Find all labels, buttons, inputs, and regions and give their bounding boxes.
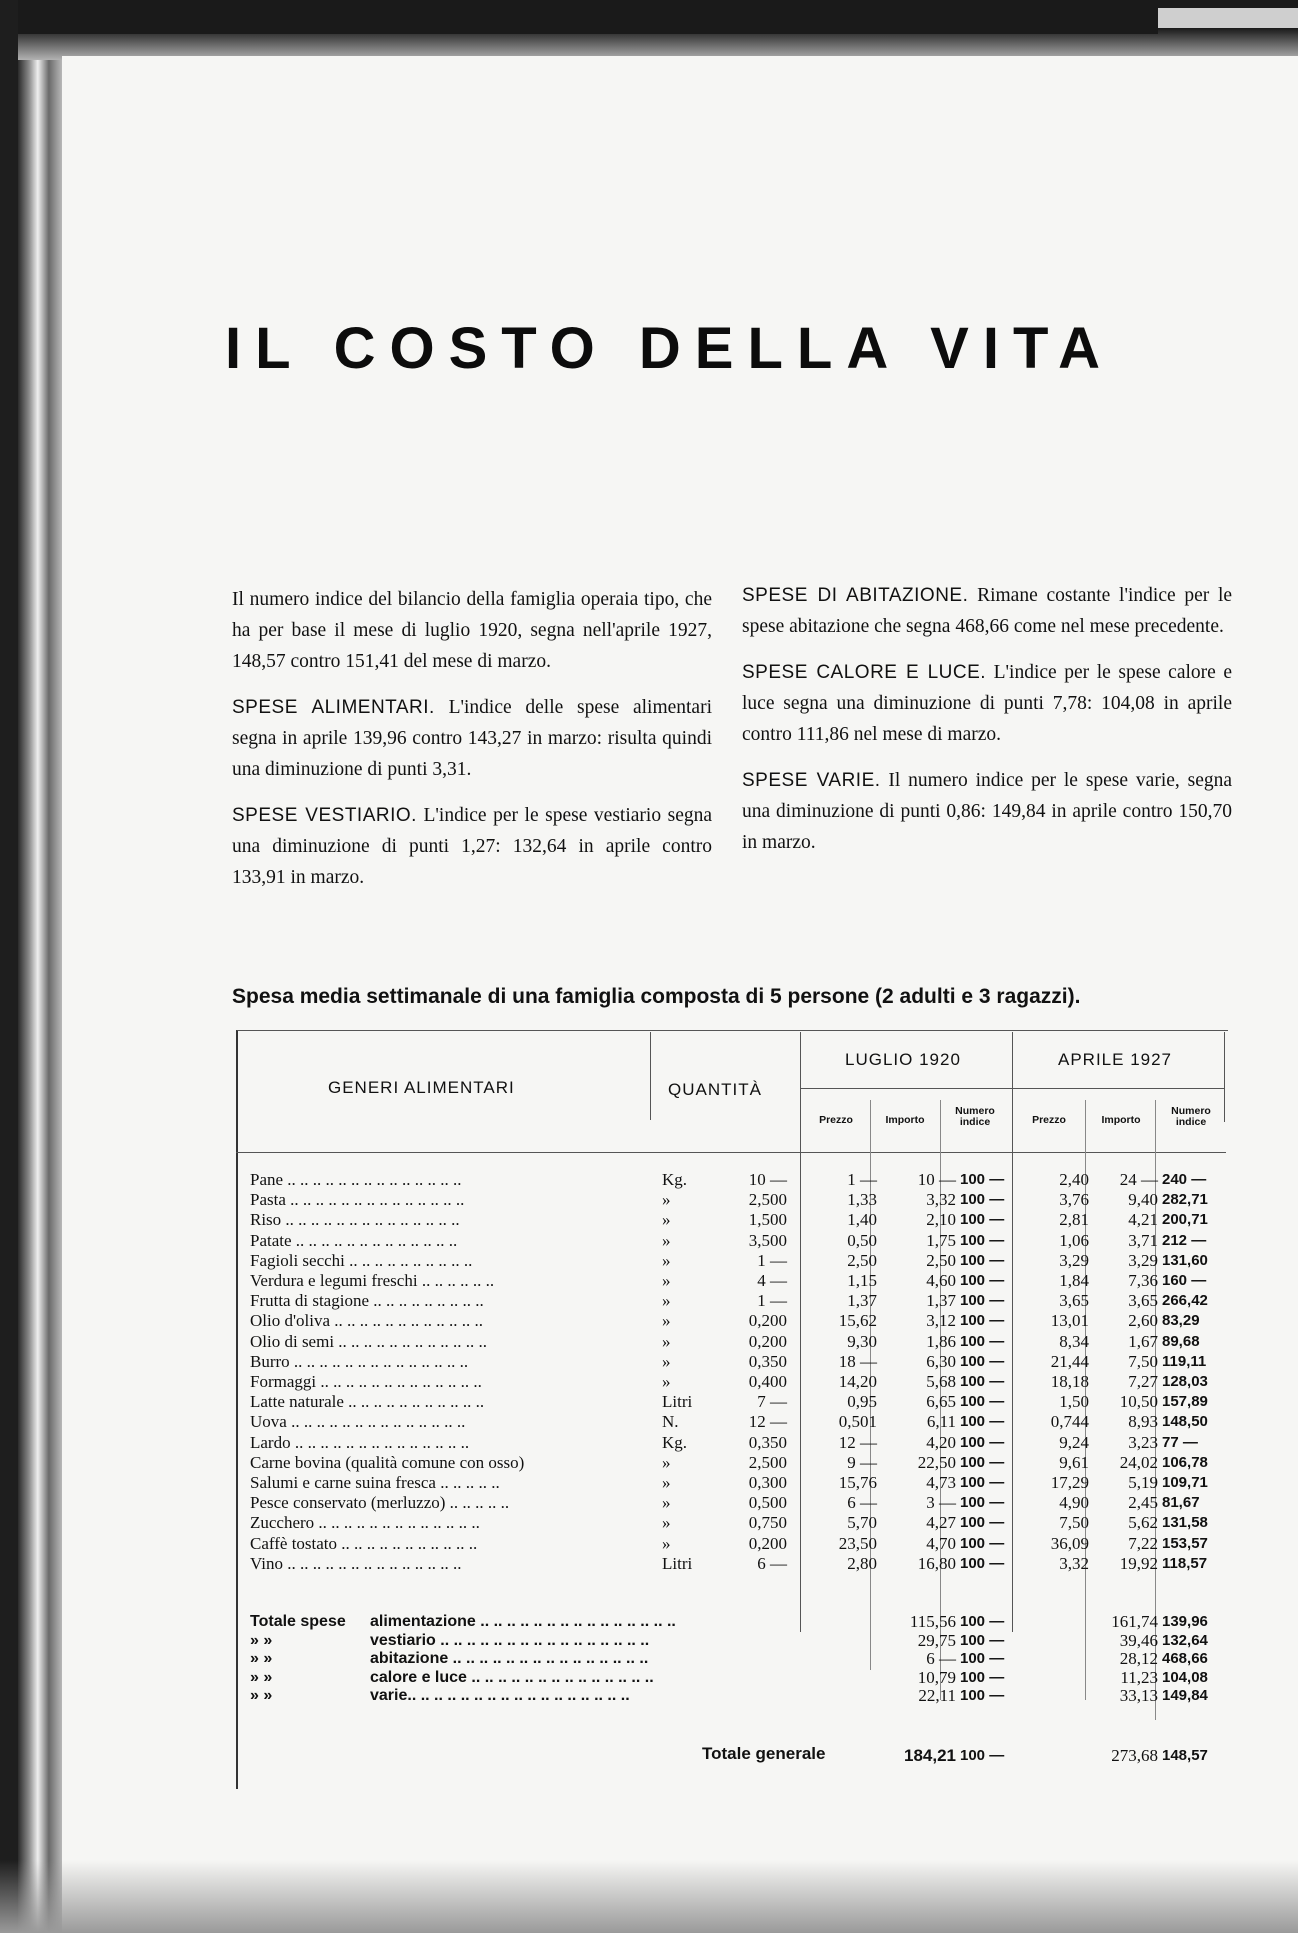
price-1920: 15,76 — [838, 1473, 877, 1492]
price-1920: 1,15 — [847, 1271, 877, 1290]
totals-prefix: » » — [250, 1650, 273, 1667]
item-unit: » — [662, 1331, 671, 1351]
index-1920: 100 — — [960, 1292, 1005, 1310]
amount-1920: 2,10 — [926, 1210, 956, 1230]
item-unit: » — [662, 1351, 671, 1371]
header-prezzo: Prezzo — [819, 1114, 853, 1126]
price-1927: 2,81 — [1059, 1210, 1089, 1230]
item-name: Salumi e carne suina fresca .. .. .. .. .. — [250, 1473, 500, 1492]
totals-label: abitazione .. .. .. .. .. .. .. .. .. .. .. .. .. .. .. — [370, 1650, 649, 1667]
item-name: Lardo .. .. .. .. .. .. .. .. .. .. .. .. .. .. — [250, 1432, 470, 1452]
header-aprile: APRILE 1927 — [1058, 1050, 1173, 1069]
price-1920: 14,20 — [838, 1372, 877, 1391]
amount-1927: 5,19 — [1128, 1473, 1158, 1492]
header-quantita: QUANTITÀ — [668, 1080, 762, 1099]
amount-1920: 4,20 — [926, 1432, 956, 1452]
amount-1920: 4,70 — [926, 1533, 956, 1553]
item-name: Vino .. .. .. .. .. .. .. .. .. .. .. .. .. .. — [250, 1553, 462, 1573]
item-unit: N. — [662, 1412, 679, 1432]
item-unit: » — [662, 1271, 671, 1290]
index-1927: 83,29 — [1162, 1312, 1200, 1330]
column-rule — [650, 1032, 651, 1120]
amount-1920: 3,32 — [926, 1190, 956, 1210]
price-1927: 3,32 — [1059, 1553, 1089, 1573]
totals-index-1927: 104,08 — [1162, 1668, 1208, 1686]
price-1920: 0,95 — [847, 1392, 877, 1412]
index-1920: 100 — — [960, 1494, 1005, 1512]
totals-label: calore e luce .. .. .. .. .. .. .. .. .. .. .. .. .. .. — [370, 1668, 654, 1686]
index-1920: 100 — — [960, 1312, 1005, 1330]
grand-total-importo-1920: 184,21 — [904, 1746, 956, 1765]
section-paragraph — [232, 692, 712, 785]
section-heading: SPESE VESTIARIO. — [232, 805, 417, 826]
price-1920: 18 — — [838, 1351, 877, 1371]
index-1920: 100 — — [960, 1433, 1005, 1451]
amount-1920: 4,73 — [926, 1473, 956, 1492]
amount-1927: 7,36 — [1128, 1271, 1158, 1290]
amount-1927: 19,92 — [1119, 1553, 1158, 1573]
price-1920: 9,30 — [847, 1331, 877, 1351]
item-name: Zucchero .. .. .. .. .. .. .. .. .. .. .. .. .. — [250, 1513, 480, 1533]
price-1927: 1,84 — [1059, 1271, 1089, 1290]
totals-amount-1920: 10,79 — [917, 1667, 956, 1687]
price-1927: 8,34 — [1059, 1331, 1089, 1351]
price-1920: 9 — — [847, 1452, 877, 1472]
amount-1920: 3,12 — [926, 1311, 956, 1331]
index-1920: 100 — — [960, 1453, 1005, 1471]
item-quantity: 0,200 — [748, 1331, 787, 1351]
section-heading: SPESE ALIMENTARI. — [232, 697, 435, 718]
totals-amount-1920: 115,56 — [909, 1612, 956, 1631]
totals-label: vestiario .. .. .. .. .. .. .. .. .. .. .. .. .. .. .. .. — [370, 1631, 650, 1649]
index-1920: 100 — — [960, 1211, 1005, 1229]
page-binding-edge — [18, 60, 62, 1933]
item-quantity: 7 — — [757, 1392, 787, 1412]
item-quantity: 0,500 — [748, 1493, 787, 1513]
amount-1920: 4,27 — [926, 1513, 956, 1533]
scan-left-border — [0, 0, 18, 1933]
item-unit: » — [662, 1372, 671, 1391]
totals-index-1920: 100 — — [960, 1668, 1005, 1686]
amount-1927: 3,23 — [1128, 1432, 1158, 1452]
index-1927: 131,60 — [1162, 1251, 1208, 1269]
item-unit: Litri — [662, 1392, 693, 1412]
index-1920: 100 — — [960, 1534, 1005, 1552]
item-quantity: 0,200 — [748, 1311, 787, 1331]
header-importo: Importo — [1101, 1114, 1141, 1126]
totals-amount-1920: 6 — — [926, 1649, 956, 1668]
price-1927: 3,76 — [1059, 1190, 1089, 1210]
price-1927: 3,65 — [1059, 1291, 1089, 1311]
index-1927: 153,57 — [1162, 1534, 1208, 1552]
header-generi: GENERI ALIMENTARI — [328, 1078, 515, 1097]
price-1927: 9,24 — [1059, 1432, 1089, 1452]
amount-1920: 10 — — [917, 1170, 956, 1189]
amount-1920: 6,11 — [926, 1412, 956, 1432]
amount-1920: 22,50 — [917, 1452, 956, 1472]
item-quantity: 0,300 — [748, 1473, 787, 1492]
item-unit: » — [662, 1210, 671, 1230]
amount-1927: 4,21 — [1128, 1210, 1158, 1230]
section-heading: SPESE CALORE E LUCE. — [742, 662, 987, 683]
index-1927: 266,42 — [1162, 1292, 1208, 1310]
item-name: Frutta di stagione .. .. .. .. .. .. .. .. .. — [250, 1291, 484, 1311]
item-quantity: 2,500 — [748, 1452, 787, 1472]
amount-1927: 24 — — [1119, 1170, 1158, 1189]
section-heading: SPESE VARIE. — [742, 770, 881, 791]
amount-1927: 3,29 — [1128, 1250, 1158, 1270]
header-rule — [236, 1152, 1226, 1153]
totals-index-1927: 149,84 — [1162, 1687, 1208, 1704]
item-quantity: 0,350 — [748, 1351, 787, 1371]
amount-1920: 4,60 — [926, 1271, 956, 1290]
item-quantity: 0,350 — [748, 1432, 787, 1452]
item-name: Pesce conservato (merluzzo) .. .. .. .. .. — [250, 1493, 510, 1513]
item-name: Fagioli secchi .. .. .. .. .. .. .. .. .. .. — [250, 1250, 473, 1270]
table-caption: Spesa media settimanale di una famiglia composta di 5 persone (2 adulti e 3 ragazzi). — [232, 985, 1081, 1008]
scan-top-border — [0, 0, 1298, 34]
item-unit: » — [662, 1311, 671, 1331]
price-1927: 21,44 — [1050, 1351, 1089, 1371]
header-numero-indice: Numero indice — [1171, 1105, 1211, 1128]
amount-1927: 1,67 — [1128, 1331, 1158, 1351]
index-1927: 119,11 — [1162, 1352, 1207, 1370]
price-1920: 5,70 — [847, 1513, 877, 1533]
price-1920: 6 — — [847, 1493, 877, 1513]
item-name: Caffè tostato .. .. .. .. .. .. .. .. .. .. .. — [250, 1533, 478, 1553]
index-1920: 100 — — [960, 1514, 1005, 1532]
price-1927: 13,01 — [1050, 1311, 1089, 1331]
price-1927: 1,50 — [1059, 1392, 1089, 1412]
amount-1927: 7,50 — [1128, 1351, 1158, 1371]
price-1927: 17,29 — [1050, 1473, 1089, 1492]
item-quantity: 2,500 — [748, 1190, 787, 1210]
index-1920: 100 — — [960, 1393, 1005, 1411]
price-1927: 9,61 — [1059, 1452, 1089, 1472]
amount-1927: 2,60 — [1128, 1311, 1158, 1331]
item-name: Carne bovina (qualità comune con osso) — [250, 1452, 525, 1472]
page-title: IL COSTO DELLA VITA — [225, 316, 1114, 381]
amount-1920: 5,68 — [926, 1372, 956, 1391]
index-1927: 118,57 — [1162, 1554, 1208, 1572]
item-unit: Kg. — [662, 1170, 688, 1189]
item-quantity: 1 — — [757, 1291, 787, 1311]
index-1927: 157,89 — [1162, 1393, 1208, 1411]
index-1927: 200,71 — [1162, 1211, 1208, 1229]
item-name: Pasta .. .. .. .. .. .. .. .. .. .. .. .. .. .. — [250, 1190, 465, 1210]
item-quantity: 10 — — [748, 1170, 787, 1189]
price-1920: 15,62 — [838, 1311, 877, 1331]
section-text: L'indice delle spese alimentari segna in aprile 139,96 contro 143,27 in marzo: risulta quindi una diminuzione di punti 3,31. — [232, 697, 713, 780]
amount-1920: 1,37 — [926, 1291, 956, 1311]
totals-amount-1927: 33,13 — [1119, 1686, 1158, 1705]
amount-1920: 6,65 — [926, 1392, 956, 1412]
amount-1920: 1,86 — [926, 1331, 956, 1351]
amount-1927: 8,93 — [1128, 1412, 1158, 1432]
section-paragraph — [742, 765, 1232, 858]
index-1927: 109,71 — [1162, 1474, 1208, 1491]
index-1920: 100 — — [960, 1171, 1005, 1188]
header-rule — [800, 1088, 1224, 1089]
totals-prefix: » » — [250, 1668, 273, 1686]
price-1927: 18,18 — [1050, 1372, 1089, 1391]
header-numero-indice: Numero indice — [955, 1105, 995, 1128]
item-unit: » — [662, 1230, 671, 1250]
section-text: Il numero indice per le spese varie, segna una diminuzione di punti 0,86: 149,84 in aprile contro 150,70 in marzo. — [742, 770, 1233, 853]
totals-amount-1927: 28,12 — [1119, 1649, 1158, 1668]
grand-total-label: Totale generale — [702, 1744, 826, 1763]
amount-1927: 7,27 — [1128, 1372, 1158, 1391]
totals-index-1927: 139,96 — [1162, 1613, 1208, 1630]
amount-1927: 10,50 — [1119, 1392, 1158, 1412]
amount-1920: 1,75 — [926, 1230, 956, 1250]
amount-1927: 3,71 — [1128, 1230, 1158, 1250]
item-quantity: 1,500 — [748, 1210, 787, 1230]
section-paragraph — [742, 657, 1232, 750]
totals-amount-1927: 161,74 — [1111, 1612, 1158, 1631]
price-1927: 7,50 — [1059, 1513, 1089, 1533]
item-unit: » — [662, 1533, 671, 1553]
totals-index-1920: 100 — — [960, 1650, 1005, 1667]
index-1927: 212 — — [1162, 1231, 1207, 1249]
index-1927: 81,67 — [1162, 1494, 1200, 1512]
amount-1927: 24,02 — [1119, 1452, 1158, 1472]
totals-prefix: Totale spese — [250, 1613, 346, 1630]
item-unit: » — [662, 1473, 671, 1492]
index-1920: 100 — — [960, 1413, 1005, 1431]
section-text: L'indice per le spese calore e luce segna una diminuzione di punti 7,78: 104,08 in aprile contro 111,86 nel mese di marzo. — [742, 662, 1233, 745]
header-luglio: LUGLIO 1920 — [845, 1050, 961, 1069]
column-rule — [1224, 1032, 1225, 1122]
scan-bottom-shade — [0, 1860, 1298, 1933]
amount-1920: 2,50 — [926, 1250, 956, 1270]
item-quantity: 0,750 — [748, 1513, 787, 1533]
item-quantity: 0,200 — [748, 1533, 787, 1553]
price-1927: 2,40 — [1059, 1170, 1089, 1189]
item-name: Olio d'oliva .. .. .. .. .. .. .. .. .. .. .. .. — [250, 1311, 484, 1331]
item-name: Latte naturale .. .. .. .. .. .. .. .. .. .. .. — [250, 1392, 485, 1412]
index-1927: 240 — — [1162, 1171, 1207, 1188]
index-1920: 100 — — [960, 1352, 1005, 1370]
index-1927: 148,50 — [1162, 1413, 1208, 1431]
index-1927: 282,71 — [1162, 1191, 1208, 1209]
price-1920: 2,50 — [847, 1250, 877, 1270]
totals-amount-1920: 22,11 — [918, 1686, 956, 1705]
totals-index-1927: 468,66 — [1162, 1650, 1208, 1667]
price-1920: 12 — — [838, 1432, 877, 1452]
amount-1920: 6,30 — [926, 1351, 956, 1371]
item-name: Pane .. .. .. .. .. .. .. .. .. .. .. .. .. .. — [250, 1170, 462, 1189]
price-1927: 4,90 — [1059, 1493, 1089, 1513]
price-1920: 0,50 — [847, 1230, 877, 1250]
index-1920: 100 — — [960, 1251, 1005, 1269]
section-paragraph — [232, 800, 712, 893]
index-1927: 131,58 — [1162, 1514, 1208, 1532]
item-unit: Kg. — [662, 1432, 688, 1452]
item-name: Verdura e legumi freschi .. .. .. .. .. .. — [250, 1271, 495, 1290]
section-text: Rimane costante l'indice per le spese abitazione che segna 468,66 come nel mese precedente. — [742, 585, 1233, 637]
item-name: Uova .. .. .. .. .. .. .. .. .. .. .. .. .. .. — [250, 1412, 466, 1432]
index-1920: 100 — — [960, 1332, 1005, 1350]
text-column-left — [232, 584, 712, 908]
intro-paragraph: Il numero indice del bilancio della famiglia operaia tipo, che ha per base il mese di luglio 1920, segna nell'aprile 1927, 148,57 contro 151,41 del mese di marzo. — [232, 589, 712, 672]
totals-prefix: » » — [250, 1631, 273, 1649]
header-prezzo: Prezzo — [1032, 1114, 1066, 1126]
amount-1927: 9,40 — [1128, 1190, 1158, 1210]
totals-label: varie.. .. .. .. .. .. .. .. .. .. .. .. .. .. .. .. .. — [370, 1687, 630, 1704]
item-unit: » — [662, 1190, 671, 1210]
price-1927: 3,29 — [1059, 1250, 1089, 1270]
amount-1927: 2,45 — [1128, 1493, 1158, 1513]
index-1927: 77 — — [1162, 1433, 1198, 1451]
totals-amount-1920: 29,75 — [917, 1630, 956, 1650]
index-1920: 100 — — [960, 1554, 1005, 1572]
price-1920: 1,40 — [847, 1210, 877, 1230]
index-1927: 89,68 — [1162, 1332, 1200, 1350]
item-name: Riso .. .. .. .. .. .. .. .. .. .. .. .. .. .. — [250, 1210, 460, 1230]
grand-total-indice-1927: 148,57 — [1162, 1747, 1208, 1764]
index-1920: 100 — — [960, 1191, 1005, 1209]
totals-label: alimentazione .. .. .. .. .. .. .. .. .. .. .. .. .. .. .. — [370, 1613, 676, 1630]
item-quantity: 12 — — [748, 1412, 787, 1432]
item-unit: » — [662, 1250, 671, 1270]
amount-1927: 7,22 — [1128, 1533, 1158, 1553]
section-text: L'indice per le spese vestiario segna una diminuzione di punti 1,27: 132,64 in aprile contro 133,91 in marzo. — [232, 805, 713, 888]
item-name: Olio di semi .. .. .. .. .. .. .. .. .. .. .. .. — [250, 1331, 488, 1351]
index-1920: 100 — — [960, 1231, 1005, 1249]
totals-index-1920: 100 — — [960, 1613, 1005, 1630]
index-1920: 100 — — [960, 1474, 1005, 1491]
item-unit: » — [662, 1291, 671, 1311]
price-1927: 0,744 — [1050, 1412, 1089, 1432]
item-name: Burro .. .. .. .. .. .. .. .. .. .. .. .. .. .. — [250, 1351, 469, 1371]
item-name: Patate .. .. .. .. .. .. .. .. .. .. .. .. .. — [250, 1230, 458, 1250]
totals-amount-1927: 39,46 — [1119, 1630, 1158, 1650]
amount-1920: 3 — — [926, 1493, 956, 1513]
section-paragraph — [742, 580, 1232, 642]
index-1927: 128,03 — [1162, 1373, 1208, 1390]
price-1920: 23,50 — [838, 1533, 877, 1553]
totals-index-1927: 132,64 — [1162, 1631, 1208, 1649]
totals-index-1920: 100 — — [960, 1687, 1005, 1704]
totals-prefix: » » — [250, 1687, 273, 1704]
item-name: Formaggi .. .. .. .. .. .. .. .. .. .. .. .. .. — [250, 1372, 482, 1391]
section-heading: SPESE DI ABITAZIONE. — [742, 585, 969, 606]
item-unit: » — [662, 1452, 671, 1472]
index-1920: 100 — — [960, 1272, 1005, 1289]
grand-total-importo-1927: 273,68 — [1111, 1746, 1158, 1765]
price-1927: 1,06 — [1059, 1230, 1089, 1250]
grand-total-indice-1920: 100 — — [960, 1747, 1005, 1764]
totals-index-1920: 100 — — [960, 1631, 1005, 1649]
price-1927: 36,09 — [1050, 1533, 1089, 1553]
price-1920: 1,33 — [847, 1190, 877, 1210]
index-1927: 106,78 — [1162, 1453, 1208, 1471]
item-quantity: 0,400 — [748, 1372, 787, 1391]
text-column-right — [742, 580, 1232, 873]
totals-amount-1927: 11,23 — [1120, 1667, 1158, 1687]
header-importo: Importo — [885, 1114, 925, 1126]
amount-1927: 5,62 — [1128, 1513, 1158, 1533]
item-unit: » — [662, 1513, 671, 1533]
price-1920: 0,501 — [838, 1412, 877, 1432]
item-quantity: 1 — — [757, 1250, 787, 1270]
item-unit: » — [662, 1493, 671, 1513]
index-1927: 160 — — [1162, 1272, 1207, 1289]
item-unit: Litri — [662, 1553, 693, 1573]
item-quantity: 6 — — [757, 1553, 787, 1573]
index-1920: 100 — — [960, 1373, 1005, 1390]
price-1920: 2,80 — [847, 1553, 877, 1573]
amount-1920: 16,80 — [917, 1553, 956, 1573]
amount-1927: 3,65 — [1128, 1291, 1158, 1311]
price-1920: 1 — — [847, 1170, 877, 1189]
item-quantity: 4 — — [757, 1271, 787, 1290]
item-quantity: 3,500 — [748, 1230, 787, 1250]
price-1920: 1,37 — [847, 1291, 877, 1311]
